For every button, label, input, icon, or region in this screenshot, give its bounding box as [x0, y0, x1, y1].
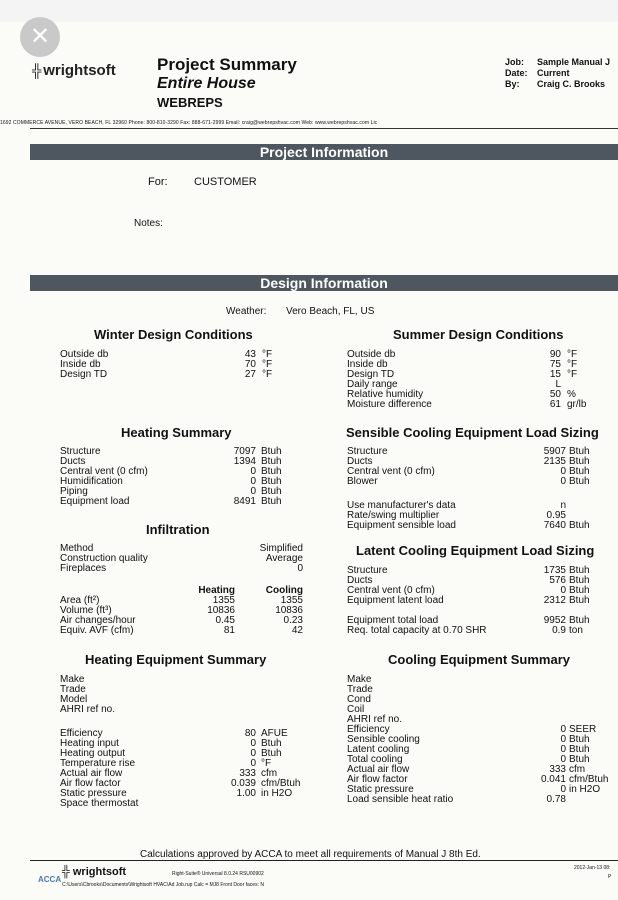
row-label: Daily range: [347, 379, 398, 390]
row-unit: °F: [261, 758, 272, 769]
row-unit: Btuh: [569, 466, 590, 477]
row-unit: Btuh: [261, 486, 282, 497]
row-label: Volume (ft³): [60, 605, 112, 616]
row-unit: Btuh: [569, 585, 590, 596]
row-unit: Btuh: [569, 595, 590, 606]
table-row: [60, 625, 303, 636]
wrightsoft-mark-icon: ╬: [62, 866, 73, 878]
row-unit: Btuh: [261, 738, 282, 749]
row-label: Central vent (0 cfm): [347, 585, 435, 596]
design-information-heading: Design Information: [30, 275, 618, 291]
sensible-cooling-table-2: [347, 500, 590, 531]
row-value: 7640: [543, 520, 566, 531]
row-unit: Btuh: [569, 476, 590, 487]
row-value: Simplified: [259, 543, 303, 554]
company-name: WEBREPS: [157, 95, 223, 110]
report-title-block: [157, 55, 297, 110]
latent-cooling-heading: Latent Cooling Equipment Load Sizing: [356, 543, 595, 558]
row-value: 2312: [543, 595, 566, 606]
row-value: 0.039: [230, 778, 256, 789]
row-value: 61: [549, 399, 561, 410]
row-label: Construction quality: [60, 553, 148, 564]
row-label: Structure: [60, 446, 101, 457]
row-unit: °F: [567, 369, 578, 380]
row-label: Total cooling: [347, 754, 403, 765]
row-value: 9952: [543, 615, 566, 626]
row-unit: Btuh: [569, 446, 590, 457]
acca-approval-note: Calculations approved by ACCA to meet all requirements of Manual J 8th Ed.: [140, 849, 481, 860]
row-unit: Btuh: [261, 476, 282, 487]
row-value: 75: [549, 359, 561, 370]
row-label: Area (ft²): [60, 595, 100, 606]
row-label: Inside db: [60, 359, 101, 370]
software-version: Right-Suite® Universal 8.0.24 RSU00902: [172, 871, 264, 877]
row-label: Use manufacturer's data: [347, 500, 456, 511]
row-label: Air flow factor: [60, 778, 121, 789]
row-label: Air flow factor: [347, 774, 408, 785]
heating-value: 10836: [207, 605, 235, 616]
wrightsoft-logo: ╬ wrightsoft: [32, 62, 116, 79]
row-unit: °F: [567, 349, 578, 360]
row-label: Actual air flow: [347, 764, 410, 775]
row-label: Central vent (0 cfm): [60, 466, 148, 477]
job-info: Job: Sample Manual J Date: Current By: Craig C. Brooks: [505, 57, 611, 89]
row-unit: Btuh: [569, 565, 590, 576]
row-unit: %: [567, 389, 576, 400]
row-unit: Btuh: [261, 446, 282, 457]
cooling-value: 0.23: [283, 615, 303, 626]
row-value: 2135: [543, 456, 566, 467]
row-label: Equipment load: [60, 496, 130, 507]
heating-value: 1355: [212, 595, 235, 606]
table-row: [347, 625, 583, 636]
row-value: n: [560, 500, 566, 511]
report-subtitle: Entire House: [157, 75, 256, 92]
row-label: Design TD: [60, 369, 108, 380]
weather-value: Vero Beach, FL, US: [286, 306, 375, 317]
row-unit: ton: [569, 625, 583, 636]
page-number: P: [608, 874, 612, 880]
row-label: Design TD: [347, 369, 395, 380]
heating-value: 81: [223, 625, 235, 636]
row-label: Static pressure: [347, 784, 414, 795]
row-unit: Btuh: [569, 744, 590, 755]
row-value: 50: [549, 389, 561, 400]
close-icon[interactable]: ✕: [20, 17, 60, 57]
table-row: [347, 794, 566, 805]
row-unit: gr/lb: [567, 399, 587, 410]
row-value: 0.041: [540, 774, 566, 785]
footer-divider: [30, 860, 618, 861]
row-label: Efficiency: [60, 728, 103, 739]
row-label: Outside db: [347, 349, 396, 360]
row-label: Actual air flow: [60, 768, 123, 779]
row-unit: cfm: [569, 764, 586, 775]
winter-design-heading: Winter Design Conditions: [94, 327, 253, 342]
date-value: Current: [537, 68, 570, 78]
acca-logo: ACCA: [38, 875, 62, 884]
cooling-value: 10836: [275, 605, 303, 616]
file-path: C:\Users\Cbrooks\Documents\Wrightsoft HVAC\Ad Job.rup Calc = MJ8 Front Door faces: N: [62, 882, 264, 888]
row-value: 1735: [543, 565, 566, 576]
row-value: 0: [250, 748, 256, 759]
infiltration-values-table: [60, 595, 303, 636]
row-unit: Btuh: [569, 615, 590, 626]
row-unit: AFUE: [261, 728, 288, 739]
row-value: 0: [560, 476, 566, 487]
sensible-cooling-heading: Sensible Cooling Equipment Load Sizing: [346, 425, 599, 440]
cooling-equipment-table: [347, 674, 609, 805]
row-label: Outside db: [60, 349, 109, 360]
row-label: Rate/swing multiplier: [347, 510, 440, 521]
row-unit: Btuh: [261, 466, 282, 477]
row-value: 0: [560, 784, 566, 795]
row-value: 80: [244, 728, 256, 739]
row-label: Central vent (0 cfm): [347, 466, 435, 477]
infiltration-heading: Infiltration: [146, 522, 210, 537]
heating-equipment-heading: Heating Equipment Summary: [85, 652, 267, 667]
infiltration-table: [60, 543, 303, 574]
row-value: 0: [560, 585, 566, 596]
row-value: 0: [560, 734, 566, 745]
divider: [30, 128, 618, 129]
table-row: [60, 563, 303, 574]
row-value: 0: [560, 744, 566, 755]
cooling-value: 42: [291, 625, 303, 636]
print-date: 2012-Jan-13 08:: [574, 865, 611, 871]
row-unit: Btuh: [569, 520, 590, 531]
row-label: Air changes/hour: [60, 615, 136, 626]
row-label: Fireplaces: [60, 563, 107, 574]
row-unit: in H2O: [569, 784, 601, 795]
table-row: [60, 496, 282, 507]
row-value: 0.9: [552, 625, 566, 636]
heating-value: 0.45: [215, 615, 235, 626]
row-value: 70: [244, 359, 256, 370]
row-unit: Btuh: [569, 754, 590, 765]
row-unit: cfm: [261, 768, 278, 779]
row-unit: Btuh: [261, 496, 282, 507]
row-value: 0: [297, 563, 303, 574]
row-unit: Btuh: [569, 575, 590, 586]
cooling-equipment-heading: Cooling Equipment Summary: [388, 652, 571, 667]
row-label: Relative humidity: [347, 389, 424, 400]
latent-cooling-table: [347, 565, 590, 606]
row-label: Space thermostat: [60, 798, 139, 809]
job-value: Sample Manual J: [537, 57, 611, 67]
row-label: Blower: [347, 476, 378, 487]
row-value: 27: [244, 369, 256, 380]
row-value: 0.95: [546, 510, 566, 521]
row-label: Ducts: [347, 456, 373, 467]
row-value: 0: [250, 486, 256, 497]
row-label: Ducts: [60, 456, 86, 467]
winter-design-table: [60, 349, 273, 380]
row-label: Piping: [60, 486, 88, 497]
table-row: [347, 476, 590, 487]
row-value: L: [555, 379, 561, 390]
row-unit: in H2O: [261, 788, 293, 799]
heating-summary-heading: Heating Summary: [121, 425, 232, 440]
sensible-cooling-table: [347, 446, 590, 487]
row-label: Equiv. AVF (cfm): [60, 625, 134, 636]
row-unit: Btuh: [569, 456, 590, 467]
row-value: 0: [560, 754, 566, 765]
row-unit: °F: [262, 349, 273, 360]
summer-design-table: [347, 349, 587, 410]
row-value: 0: [250, 738, 256, 749]
row-label: Static pressure: [60, 788, 127, 799]
row-value: 7097: [233, 446, 256, 457]
table-row: [60, 369, 273, 380]
row-label: Equipment total load: [347, 615, 439, 626]
row-label: Trade: [347, 684, 373, 695]
viewer-top-bar: [0, 0, 618, 23]
row-value: 1.00: [236, 788, 256, 799]
row-label: Inside db: [347, 359, 388, 370]
row-unit: °F: [262, 359, 273, 370]
row-unit: °F: [567, 359, 578, 370]
table-row: [347, 520, 590, 531]
row-label: Req. total capacity at 0.70 SHR: [347, 625, 487, 636]
row-value: 0.78: [546, 794, 566, 805]
row-label: Structure: [347, 565, 388, 576]
latent-cooling-table-2: [347, 615, 590, 636]
row-unit: cfm/Btuh: [569, 774, 609, 785]
table-row: [60, 705, 115, 715]
company-address-line: 1692 COMMERCE AVENUE, VERO BEACH, FL 32960 Phone: 800-810-3290 Fax: 888-671-2999 Email: craig@webrepshvac.com Web: www.webrepshvac.com Lic: [0, 120, 378, 126]
row-label: Heating input: [60, 738, 119, 749]
author-value: Craig C. Brooks: [537, 79, 606, 89]
row-value: 1394: [233, 456, 256, 467]
heating-equipment-table-2: [60, 728, 301, 809]
for-value: CUSTOMER: [194, 176, 257, 188]
row-unit: cfm/Btuh: [261, 778, 301, 789]
row-label: Humidification: [60, 476, 123, 487]
row-label: Sensible cooling: [347, 734, 420, 745]
wrightsoft-mark-icon: ╬: [32, 63, 42, 78]
report-title: Project Summary: [157, 55, 297, 74]
table-row: [347, 595, 590, 606]
notes-label: Notes:: [134, 218, 163, 229]
row-label: Method: [60, 543, 94, 554]
row-value: 8491: [233, 496, 256, 507]
row-label: Load sensible heat ratio: [347, 794, 454, 805]
row-value: 333: [549, 764, 566, 775]
row-label: Equipment latent load: [347, 595, 444, 606]
row-label: Structure: [347, 446, 388, 457]
document-page: ╬ wrightsoft Project Summary Entire House WEBREPS Job: Sample Manual J Date: Current By: Craig C. Brooks 1692 COMMERCE AVENUE, VERO BEACH, FL 32960 Phone: 800-810-3290 Fax: 888-671-2999 Email: craig@webrepshvac.com Web: www.webrepshvac.com Lic Project Information For: CUSTOMER Notes: Design Information Weather: Vero Beach, FL, US Winter Design Conditions Outside db 43 °F Inside db 70 °F Design TD 27 °F Summer Design Conditions Outside db 90 °F Inside db 75 °F Design TD 15 °F Daily range L Relative humidity 50 % Moisture difference 61 gr/lb Heating Summary Structure 7097 Btuh Ducts 1394 Btuh Central vent (0 cfm) 0 Btuh Humidification 0 Btuh Piping 0 Btuh Equipment load 8491 Btuh Sensible Cooling Equipment Load Sizing Structure 5907 Btuh Ducts 2135 Btuh Central vent (0 cfm) 0 Btuh Blower 0 Btuh Use manufacturer's data n Rate/swing multiplier 0.95 Equipment sensible load 7640 Btuh Infiltration Method Simplified Construction quality Average Fireplaces 0 Heating Cooling Area (ft²) 1355 1355 Volume (ft³) 10836 10836 Air changes/hour 0.45 0.23 Equiv. AVF (cfm) 81 42 Latent Cooling Equipment Load Sizing Structure 1735 Btuh Ducts 576 Btuh Central vent (0 cfm) 0 Btuh Equipment latent load 2312 Btuh Equipment total load 9952 Btuh Req. total capacity at 0.70 SHR 0.9 ton Heating Equipment Summary Make Trade Model AHRI ref no. Efficiency 80 AFUE Heating input 0 Btuh Heating output 0 Btuh Temperature rise 0 °F Actual air flow 333 cfm Air flow factor 0.039 cfm/Btuh Static pressure 1.00 in H2O Space thermostat Cooling Equipment Summary Make Trade Cond Coil AHRI ref no. Efficiency 0 SEER Sensible cooling 0 Btuh Latent cooling 0 Btuh Total cooling 0 Btuh Actual air flow 333 cfm Air flow factor 0.041 cfm/Btuh Static pressure 0 in H2O Load sensible heat ratio 0.78 Calculations approved by ACCA to meet all requirements of Manual J 8th Ed. ACCA ╬ wrightsoft Right-Suite® Universal 8.0.24 RSU00902 C:\Users\Cbrooks\Documents\Wrightsoft HVAC\Ad Job.rup Calc = MJ8 Front Door faces: N 2012-Jan-13 08: P: [0, 22, 618, 900]
row-unit: Btuh: [569, 734, 590, 745]
row-label: Heating output: [60, 748, 126, 759]
footer-wrightsoft-logo: ╬ wrightsoft: [62, 866, 127, 878]
row-value: 0: [560, 724, 566, 735]
row-label: Cond: [347, 694, 371, 705]
row-value: Average: [265, 553, 303, 564]
for-label: For:: [148, 176, 168, 188]
row-value: 576: [549, 575, 566, 586]
row-label: Make: [60, 674, 85, 685]
project-information-heading: Project Information: [30, 144, 618, 160]
table-row: [347, 399, 587, 410]
row-label: AHRI ref no.: [60, 704, 116, 715]
table-row: [60, 799, 138, 809]
row-label: Ducts: [347, 575, 373, 586]
summer-design-heading: Summer Design Conditions: [393, 327, 564, 342]
row-value: 43: [244, 349, 256, 360]
row-unit: SEER: [569, 724, 597, 735]
row-value: 0: [250, 476, 256, 487]
row-label: Coil: [347, 704, 365, 715]
row-label: Temperature rise: [60, 758, 136, 769]
row-unit: Btuh: [261, 748, 282, 759]
cooling-value: 1355: [280, 595, 303, 606]
row-label: Latent cooling: [347, 744, 410, 755]
row-unit: Btuh: [261, 456, 282, 467]
row-label: Make: [347, 674, 372, 685]
row-unit: °F: [262, 369, 273, 380]
row-label: Moisture difference: [347, 399, 432, 410]
row-label: Model: [60, 694, 88, 705]
row-label: Efficiency: [347, 724, 390, 735]
row-value: 333: [239, 768, 256, 779]
heating-equipment-table: [60, 675, 115, 715]
row-value: 0: [250, 758, 256, 769]
row-value: 0: [250, 466, 256, 477]
weather-label: Weather:: [226, 306, 267, 317]
row-value: 15: [549, 369, 561, 380]
row-value: 90: [549, 349, 561, 360]
row-value: 0: [560, 466, 566, 477]
row-value: 5907: [543, 446, 566, 457]
heating-summary-table: [60, 446, 282, 507]
row-label: AHRI ref no.: [347, 714, 403, 725]
row-label: Equipment sensible load: [347, 520, 456, 531]
row-label: Trade: [60, 684, 86, 695]
